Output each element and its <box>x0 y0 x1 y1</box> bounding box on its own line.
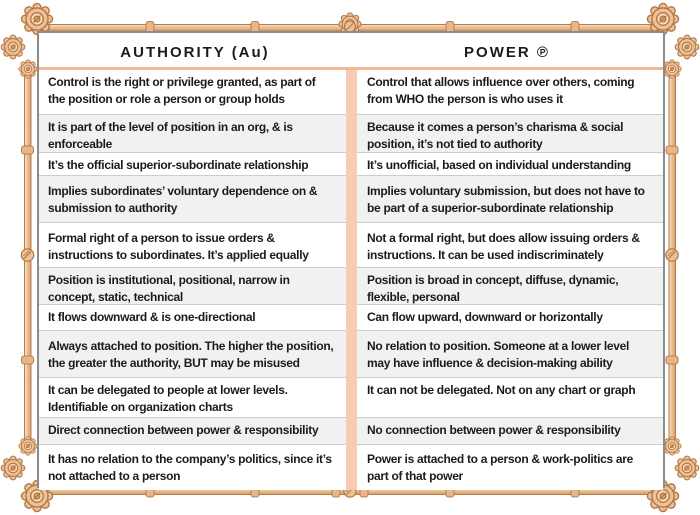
center-divider <box>346 70 357 490</box>
authority-cell: Position is institutional, positional, narrow in concept, static, technical <box>48 273 290 304</box>
gear-rosette-icon <box>19 60 37 78</box>
power-cell: No relation to position. Someone at a lower level may have influence & decision-making ability <box>367 339 630 370</box>
authority-cell: Always attached to position. The higher the position, the greater the authority, BUT may be misused <box>48 339 334 370</box>
power-cell: Can flow upward, downward or horizontally <box>367 310 603 324</box>
authority-cell: Direct connection between power & responsibility <box>48 423 319 437</box>
authority-cell: It flows downward & is one-directional <box>48 310 256 324</box>
gear-rosette-icon <box>21 3 52 34</box>
authority-cell: Formal right of a person to issue orders & instructions to subordinates. It’s applied equally <box>48 231 309 262</box>
power-cell: It can not be delegated. Not on any chart or graph <box>367 383 636 397</box>
power-cell: Position is broad in concept, diffuse, dynamic, flexible, personal <box>367 273 619 304</box>
gear-rosette-icon <box>19 437 37 455</box>
power-cell: No connection between power & responsibility <box>367 423 621 437</box>
comparison-table <box>37 31 665 488</box>
gear-rosette-icon <box>663 437 681 455</box>
gear-rosette-icon <box>675 456 699 480</box>
power-cell: Control that allows influence over others, coming from WHO the person is who uses it <box>367 75 635 106</box>
authority-cell: Implies subordinates’ voluntary dependence on & submission to authority <box>48 184 318 215</box>
table-header <box>39 33 663 70</box>
authority-cell: It is part of the level of position in an org, & is enforceable <box>48 120 293 151</box>
authority-cell: It has no relation to the company’s politics, since it’s not attached to a person <box>48 452 332 483</box>
gear-rosette-icon <box>1 35 25 59</box>
gear-rosette-icon <box>675 35 699 59</box>
gear-rosette-icon <box>647 3 678 34</box>
column-header-authority: AUTHORITY (Au) <box>120 43 270 61</box>
table-body <box>39 70 663 490</box>
authority-cell: Control is the right or privilege granted, as part of the position or role a person or group holds <box>48 75 316 106</box>
gear-rosette-icon <box>663 60 681 78</box>
power-cell: Not a formal right, but does allow issuing orders & instructions. It can be used indiscriminately <box>367 231 640 262</box>
power-cell: It’s unofficial, based on individual understanding <box>367 158 631 172</box>
authority-cell: It’s the official superior-subordinate relationship <box>48 158 309 172</box>
power-cell: Power is attached to a person & work-politics are part of that power <box>367 452 634 483</box>
gear-rosette-icon <box>1 456 25 480</box>
power-cell: Because it comes a person’s charisma & social position, it’s not tied to authority <box>367 120 624 151</box>
authority-cell: It can be delegated to people at lower levels. Identifiable on organization charts <box>48 383 288 414</box>
column-header-power: POWER ℗ <box>464 43 550 61</box>
power-cell: Implies voluntary submission, but does not have to be part of a superior-subordinate relationship <box>367 184 645 215</box>
